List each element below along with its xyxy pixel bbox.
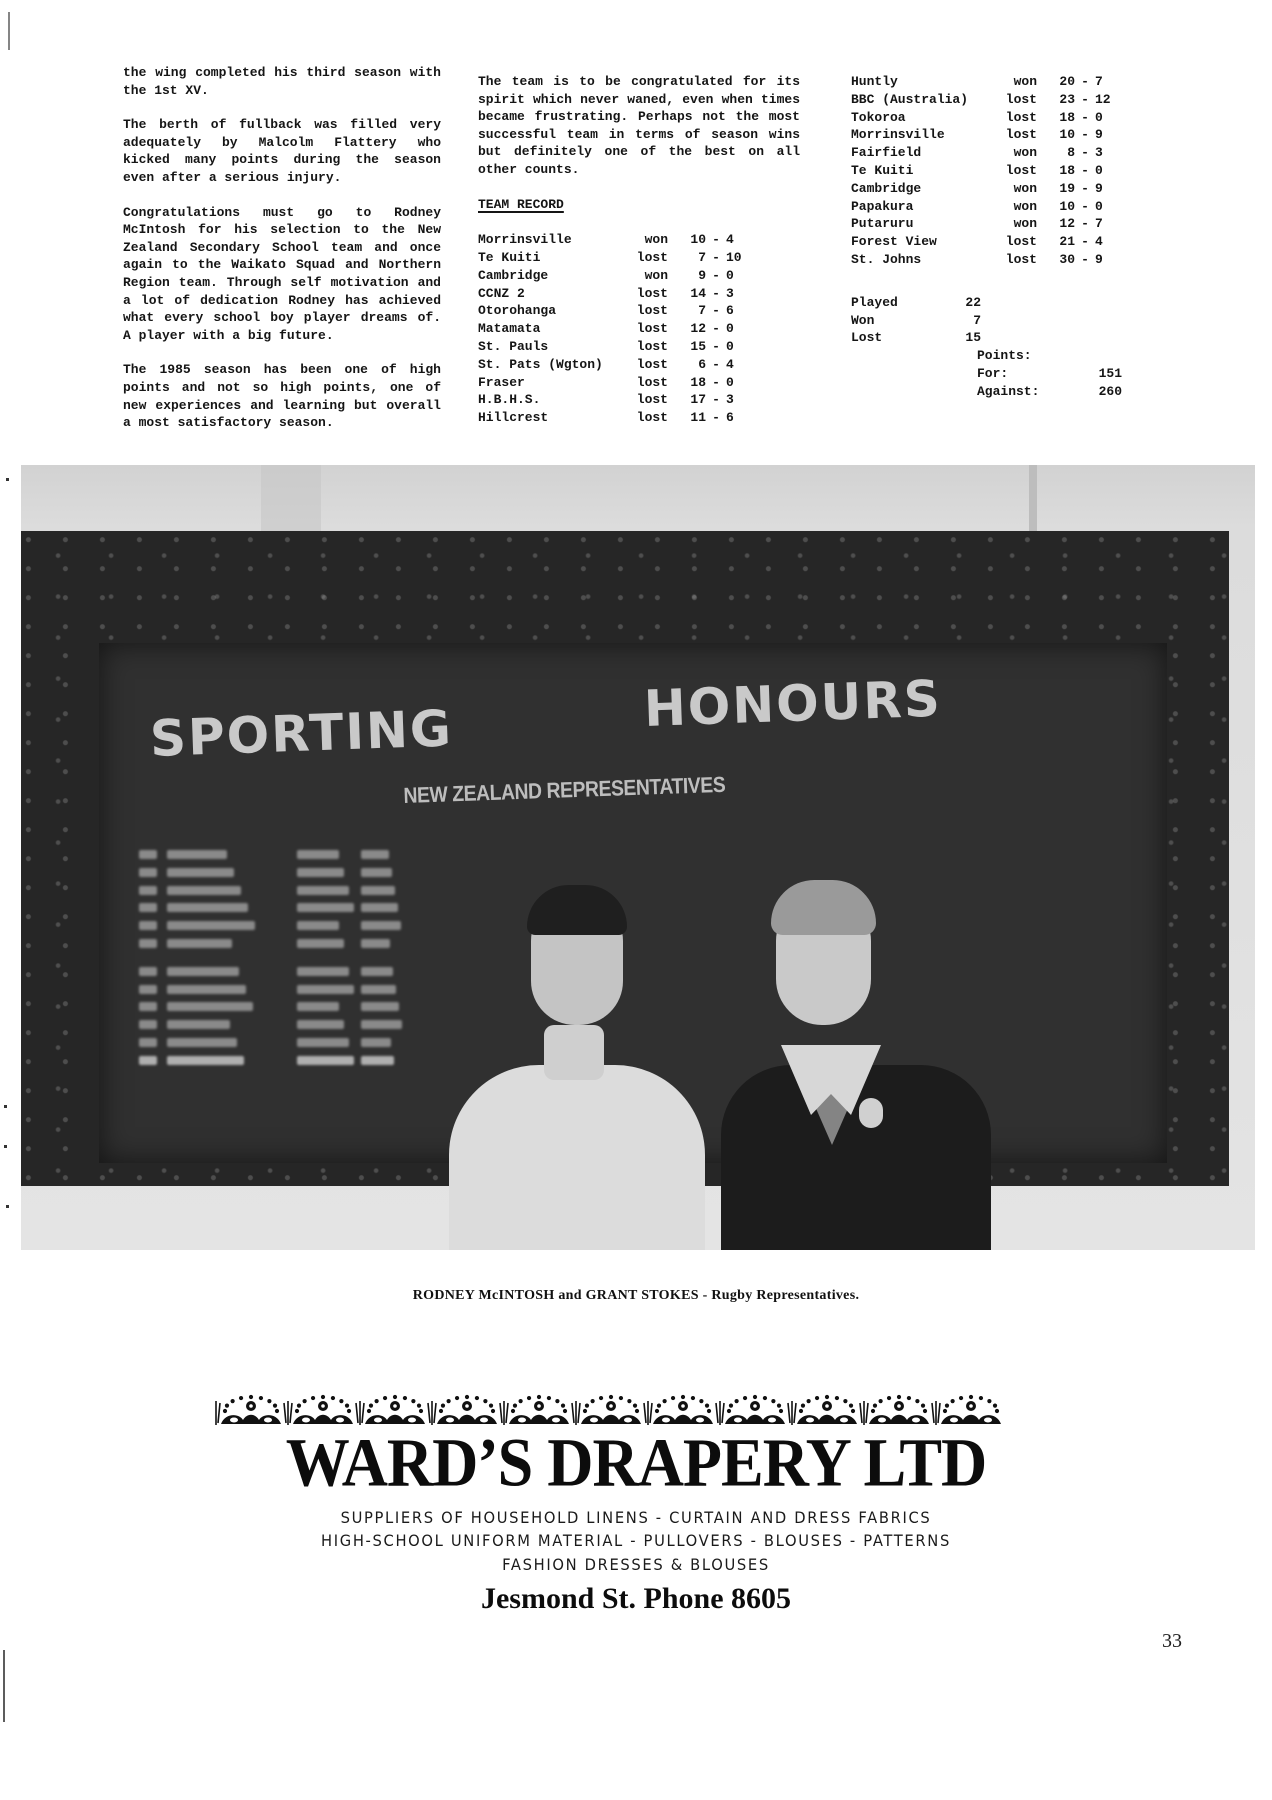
board-name-entry <box>297 868 344 877</box>
board-name-entry <box>139 868 157 877</box>
board-name-entry <box>361 967 393 976</box>
board-name-entry <box>361 1038 391 1047</box>
score-against: 4 <box>726 232 734 248</box>
board-name-entry <box>139 1020 157 1029</box>
record-row <box>478 391 742 409</box>
board-subtitle: NEW ZEALAND REPRESENTATIVES <box>403 771 726 808</box>
score-against: 7 <box>1095 74 1103 89</box>
score-for: 7 <box>698 303 706 319</box>
score-for: 14 <box>690 285 706 301</box>
flower-motif-icon <box>644 1395 713 1425</box>
summary-value: 15 <box>965 330 981 346</box>
board-name-entry <box>361 1002 399 1011</box>
paragraph: The team is to be congratulated for its spirit which never waned, even when times became frustrating. Perhaps not the most successful team in terms of season wins but definitely one of the best on all other counts. <box>478 74 800 177</box>
score-against: 3 <box>1095 145 1103 161</box>
board-name-entry <box>297 1002 339 1011</box>
floral-border-ornament <box>215 1393 1007 1427</box>
match-result: won <box>1013 74 1037 89</box>
score-for: 12 <box>1059 216 1075 232</box>
score-for: 19 <box>1059 180 1075 196</box>
score-separator: - <box>712 321 720 337</box>
record-row <box>851 162 1111 180</box>
score-for: 23 <box>1059 91 1075 107</box>
record-row <box>851 251 1111 269</box>
score-for: 10 <box>1059 127 1075 143</box>
scan-mark <box>6 478 9 481</box>
board-name-entry <box>167 967 239 976</box>
score-against: 0 <box>1095 109 1103 125</box>
advert-line: SUPPLIERS OF HOUSEHOLD LINENS - CURTAIN AND DRESS FABRICS <box>340 1508 932 1527</box>
opponent-name: St. Pats (Wgton) <box>478 356 603 372</box>
paragraph: The 1985 season has been one of high points and not so high points, one of new experiences and learning but overall a most satisfactory season. <box>123 362 441 431</box>
record-row <box>851 198 1111 216</box>
score-against: 4 <box>726 356 734 372</box>
record-row <box>478 267 742 285</box>
score-against: 0 <box>726 321 734 337</box>
summary-row-played <box>851 294 1141 312</box>
team-record-heading: TEAM RECORD <box>478 196 564 212</box>
board-name-entry <box>167 850 227 859</box>
board-name-entry <box>167 903 248 912</box>
score-against: 0 <box>726 374 734 390</box>
board-name-entry <box>167 886 241 895</box>
score-for: 30 <box>1059 251 1075 267</box>
score-separator: - <box>1081 234 1089 250</box>
score-for: 10 <box>690 232 706 248</box>
match-result: lost <box>1005 127 1037 143</box>
record-row <box>478 356 742 374</box>
board-name-entry <box>297 939 344 948</box>
score-against: 12 <box>1095 91 1111 107</box>
match-result: won <box>1013 216 1037 232</box>
board-title-sporting: SPORTING <box>149 699 454 768</box>
board-name-entry <box>139 1056 157 1065</box>
board-name-entry <box>361 939 390 948</box>
score-for: 12 <box>690 321 706 337</box>
flower-motif-icon <box>860 1395 929 1425</box>
score-for: 21 <box>1059 234 1075 250</box>
record-row <box>851 73 1111 91</box>
match-result: lost <box>636 356 668 372</box>
summary-row-lost <box>851 329 1141 347</box>
photo-sporting-honours-board <box>21 465 1255 1250</box>
record-row <box>851 109 1111 127</box>
score-for: 9 <box>698 267 706 283</box>
match-result: lost <box>1005 234 1037 250</box>
score-separator: - <box>1081 109 1089 125</box>
score-separator: - <box>712 410 720 426</box>
opponent-name: Tokoroa <box>851 109 906 125</box>
article-left-column <box>123 64 441 432</box>
score-for: 18 <box>1059 109 1075 125</box>
opponent-name: Papakura <box>851 198 914 214</box>
advert-line: HIGH-SCHOOL UNIFORM MATERIAL - PULLOVERS - BLOUSES - PATTERNS <box>321 1531 951 1550</box>
summary-row-won <box>851 312 1141 330</box>
points-block <box>977 347 1141 400</box>
match-result: lost <box>636 374 668 390</box>
opponent-name: H.B.H.S. <box>478 392 541 408</box>
score-against: 7 <box>1095 216 1103 232</box>
score-against: 6 <box>726 410 734 426</box>
opponent-name: St. Pauls <box>478 338 549 354</box>
board-name-entry <box>361 868 392 877</box>
points-row-against <box>977 383 1141 401</box>
record-row <box>478 320 742 338</box>
summary-value: 7 <box>973 312 981 328</box>
board-name-entry <box>139 903 157 912</box>
scan-mark <box>4 1145 7 1148</box>
match-result: lost <box>636 338 668 354</box>
board-name-entry <box>167 868 234 877</box>
record-row <box>478 249 742 267</box>
advert-business-name: WARD’S DRAPERY LTD <box>285 1424 987 1501</box>
flower-motif-icon <box>572 1395 641 1425</box>
record-row <box>478 231 742 249</box>
match-result: won <box>1013 145 1037 161</box>
article-right-column <box>851 73 1141 400</box>
opponent-name: Forest View <box>851 234 937 250</box>
opponent-name: Hillcrest <box>478 410 549 426</box>
match-result: won <box>644 267 668 283</box>
record-row <box>478 285 742 303</box>
match-result: lost <box>636 410 668 426</box>
flower-motif-icon <box>428 1395 497 1425</box>
board-name-entry <box>139 967 157 976</box>
score-separator: - <box>1081 145 1089 161</box>
points-value: 260 <box>1098 383 1122 399</box>
score-against: 0 <box>1095 198 1103 214</box>
score-against: 6 <box>726 303 734 319</box>
board-name-entry <box>139 939 157 948</box>
score-separator: - <box>1081 162 1089 178</box>
match-result: lost <box>1005 91 1037 107</box>
match-result: won <box>1013 180 1037 196</box>
board-name-entry <box>139 921 157 930</box>
score-for: 15 <box>690 338 706 354</box>
score-for: 17 <box>690 392 706 408</box>
score-separator: - <box>1081 127 1089 143</box>
score-for: 11 <box>690 410 706 426</box>
opponent-name: BBC (Australia) <box>851 91 969 107</box>
person-1-tshirt <box>449 1065 705 1250</box>
flower-motif-icon <box>788 1395 857 1425</box>
board-name-entry <box>361 886 395 895</box>
match-result: lost <box>636 392 668 408</box>
score-separator: - <box>1081 251 1089 267</box>
scan-mark <box>8 12 10 50</box>
score-against: 9 <box>1095 127 1103 143</box>
match-result: won <box>1013 198 1037 214</box>
season-summary <box>851 294 1141 401</box>
score-separator: - <box>712 392 720 408</box>
score-against: 3 <box>726 392 734 408</box>
board-name-entry <box>139 985 157 994</box>
board-name-entry <box>297 1056 354 1065</box>
score-separator: - <box>1081 180 1089 196</box>
score-against: 9 <box>1095 180 1103 196</box>
opponent-name: Huntly <box>851 74 898 89</box>
board-name-entry <box>297 921 339 930</box>
points-value: 151 <box>1098 365 1122 381</box>
opponent-name: Fairfield <box>851 145 922 161</box>
page-number: 33 <box>1162 1630 1182 1652</box>
score-for: 7 <box>698 249 706 265</box>
paragraph: the wing completed his third season with the 1st XV. <box>123 65 441 98</box>
board-title-honours: HONOURS <box>643 669 943 738</box>
board-name-entry <box>297 850 339 859</box>
score-for: 8 <box>1067 145 1075 161</box>
board-name-entry <box>139 1002 157 1011</box>
record-row <box>851 144 1111 162</box>
board-name-entry <box>297 903 354 912</box>
flower-motif-icon <box>356 1395 425 1425</box>
score-separator: - <box>712 374 720 390</box>
opponent-name: Fraser <box>478 374 525 390</box>
board-name-entry <box>361 903 398 912</box>
score-against: 3 <box>726 285 734 301</box>
record-row <box>478 374 742 392</box>
score-for: 6 <box>698 356 706 372</box>
board-name-entry <box>167 939 232 948</box>
score-against: 9 <box>1095 251 1103 267</box>
score-against: 0 <box>1095 162 1103 178</box>
board-name-entry <box>297 985 354 994</box>
score-against: 10 <box>726 249 742 265</box>
paragraph: The berth of fullback was filled very adequately by Malcolm Flattery who kicked many points during the season even after a serious injury. <box>123 117 441 185</box>
match-result: lost <box>1005 162 1037 178</box>
scan-mark <box>4 1105 7 1108</box>
board-name-entry <box>297 1020 344 1029</box>
article-middle-column <box>478 73 800 427</box>
board-name-entry <box>297 886 349 895</box>
record-row <box>851 215 1111 233</box>
board-name-entry <box>361 850 389 859</box>
record-row <box>478 338 742 356</box>
record-row <box>478 302 742 320</box>
flower-motif-icon <box>932 1395 1001 1425</box>
score-for: 18 <box>1059 162 1075 178</box>
board-name-entry <box>297 1038 349 1047</box>
advert-address-phone: Jesmond St. Phone 8605 <box>480 1582 792 1615</box>
board-name-entry <box>167 1020 230 1029</box>
board-name-entry <box>167 1038 237 1047</box>
board-name-entry <box>139 1038 157 1047</box>
scan-mark <box>3 1650 5 1722</box>
opponent-name: Putaruru <box>851 216 914 232</box>
match-result: lost <box>1005 109 1037 125</box>
scan-mark <box>6 1205 9 1208</box>
paragraph: Congratulations must go to Rodney McIntosh for his selection to the New Zealand Secondary School team and once again to the Waikato Squad and Northern Region team. Through self motivation and a lot of dedication Rodney has achieved what every school boy player dreams of. A player with a big future. <box>123 204 441 343</box>
score-separator: - <box>1081 91 1089 107</box>
team-record-table <box>478 231 742 427</box>
score-separator: - <box>712 232 720 248</box>
flower-motif-icon <box>716 1395 785 1425</box>
board-name-entry <box>167 985 246 994</box>
opponent-name: Matamata <box>478 321 541 337</box>
match-result: lost <box>636 249 668 265</box>
school-badge-icon <box>859 1098 883 1128</box>
summary-value: 22 <box>965 294 981 310</box>
score-separator: - <box>1081 198 1089 214</box>
opponent-name: Te Kuiti <box>851 162 914 178</box>
opponent-name: Te Kuiti <box>478 249 541 265</box>
match-result: lost <box>1005 251 1037 267</box>
score-separator: - <box>1081 216 1089 232</box>
board-name-entry <box>167 1056 244 1065</box>
points-heading: Points: <box>977 348 1032 364</box>
opponent-name: CCNZ 2 <box>478 285 525 301</box>
board-name-entry <box>297 967 349 976</box>
record-row <box>851 233 1111 251</box>
opponent-name: Cambridge <box>478 267 549 283</box>
match-result: lost <box>636 303 668 319</box>
flower-motif-icon <box>215 1395 281 1425</box>
board-names-list <box>139 850 409 1100</box>
score-against: 0 <box>726 338 734 354</box>
record-row <box>851 180 1111 198</box>
board-name-entry <box>139 850 157 859</box>
record-row <box>851 126 1111 144</box>
score-separator: - <box>712 249 720 265</box>
score-separator: - <box>712 285 720 301</box>
score-against: 0 <box>726 267 734 283</box>
board-name-entry <box>361 921 401 930</box>
opponent-name: Cambridge <box>851 180 922 196</box>
opponent-name: Otorohanga <box>478 303 557 319</box>
score-separator: - <box>712 356 720 372</box>
opponent-name: St. Johns <box>851 251 922 267</box>
board-name-entry <box>167 1002 253 1011</box>
record-row <box>478 409 742 427</box>
points-row-for <box>977 365 1141 383</box>
team-record-table-continued <box>851 73 1111 269</box>
opponent-name: Morrinsville <box>478 232 572 248</box>
match-result: won <box>644 232 668 248</box>
score-separator: - <box>712 338 720 354</box>
advert-line: FASHION DRESSES & BLOUSES <box>502 1555 770 1574</box>
score-for: 18 <box>690 374 706 390</box>
score-separator: - <box>712 303 720 319</box>
record-row <box>851 91 1111 109</box>
points-label: For: <box>977 365 1009 381</box>
flower-motif-icon <box>500 1395 569 1425</box>
summary-label: Won <box>851 312 875 328</box>
score-for: 20 <box>1059 74 1075 89</box>
score-separator: - <box>712 267 720 283</box>
summary-label: Played <box>851 294 898 310</box>
score-against: 4 <box>1095 234 1103 250</box>
board-name-entry <box>167 921 255 930</box>
points-label: Against: <box>977 383 1040 399</box>
board-name-entry <box>361 1020 402 1029</box>
summary-label: Lost <box>851 330 883 346</box>
person-1-neck <box>544 1025 604 1080</box>
match-result: lost <box>636 285 668 301</box>
match-result: lost <box>636 321 668 337</box>
board-name-entry <box>139 886 157 895</box>
score-for: 10 <box>1059 198 1075 214</box>
flower-motif-icon <box>284 1395 353 1425</box>
board-name-entry <box>361 985 396 994</box>
opponent-name: Morrinsville <box>851 127 945 143</box>
photo-caption: RODNEY McINTOSH and GRANT STOKES - Rugby Representatives. <box>412 1288 860 1303</box>
board-name-entry <box>361 1056 394 1065</box>
score-separator: - <box>1081 74 1089 89</box>
